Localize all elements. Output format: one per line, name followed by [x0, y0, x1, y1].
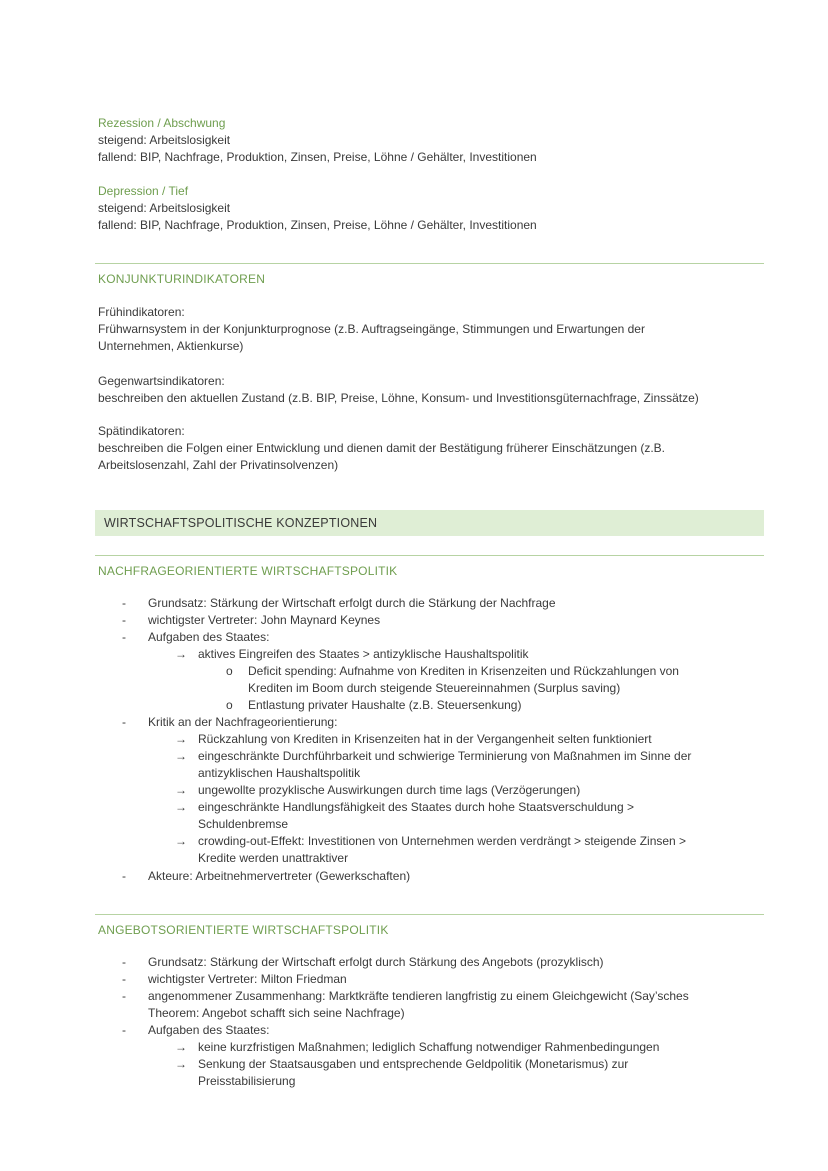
list-item: Entlastung privater Haushalte (z.B. Steuersenkung) [248, 698, 522, 712]
list-item: Kritik an der Nachfrageorientierung: [148, 715, 338, 729]
list-item: keine kurzfristigen Maßnahmen; lediglich Schaffung notwendiger Rahmenbedingungen [198, 1040, 660, 1054]
recession-rising: steigend: Arbeitslosigkeit [98, 133, 231, 147]
band-title: WIRTSCHAFTSPOLITISCHE KONZEPTIONEN [104, 516, 378, 530]
list-item: eingeschränkte Durchführbarkeit und schwierige Terminierung von Maßnahmen im Sinne der [198, 749, 692, 763]
list-item: Schuldenbremse [198, 817, 289, 831]
list-item: Grundsatz: Stärkung der Wirtschaft erfolgt durch Stärkung des Angebots (prozyklisch) [148, 955, 604, 969]
bullet-dash: - [122, 613, 126, 627]
indicators-heading: KONJUNKTURINDIKATOREN [98, 272, 266, 286]
arrow-icon: → [175, 800, 187, 814]
list-item: Deficit spending: Aufnahme von Krediten in Krisenzeiten und Rückzahlungen von [248, 664, 679, 678]
recession-falling: fallend: BIP, Nachfrage, Produktion, Zinsen, Preise, Löhne / Gehälter, Investitionen [98, 150, 537, 164]
arrow-icon: → [175, 783, 187, 797]
section-divider [95, 555, 764, 556]
section-divider [95, 914, 764, 915]
list-item: aktives Eingreifen des Staates > antizyklische Haushaltspolitik [198, 647, 529, 661]
present-indicators-title: Gegenwartsindikatoren: [98, 374, 225, 388]
list-item: Senkung der Staatsausgaben und entsprechende Geldpolitik (Monetarismus) zur [198, 1057, 629, 1071]
arrow-icon: → [175, 749, 187, 763]
list-item: Theorem: Angebot schafft sich seine Nachfrage) [148, 1006, 405, 1020]
list-item: Preisstabilisierung [198, 1074, 296, 1088]
bullet-circle: o [226, 698, 233, 712]
demand-heading: NACHFRAGEORIENTIERTE WIRTSCHAFTSPOLITIK [98, 564, 398, 578]
early-indicators-text: Frühwarnsystem in der Konjunkturprognose (z.B. Auftragseingänge, Stimmungen und Erwartungen der [98, 322, 645, 336]
arrow-icon: → [175, 647, 187, 661]
list-item: Aufgaben des Staates: [148, 1023, 270, 1037]
arrow-icon: → [175, 1040, 187, 1054]
section-divider [95, 263, 764, 264]
bullet-dash: - [122, 955, 126, 969]
early-indicators-text: Unternehmen, Aktienkurse) [98, 339, 244, 353]
arrow-icon: → [175, 732, 187, 746]
list-item: antizyklischen Haushaltspolitik [198, 766, 361, 780]
bullet-dash: - [122, 596, 126, 610]
list-item: angenommener Zusammenhang: Marktkräfte tendieren langfristig zu einem Gleichgewicht (Say’sches [148, 989, 689, 1003]
bullet-dash: - [122, 972, 126, 986]
list-item: Kredite werden unattraktiver [198, 851, 349, 865]
list-item: wichtigster Vertreter: John Maynard Keynes [148, 613, 381, 627]
late-indicators-title: Spätindikatoren: [98, 424, 185, 438]
list-item: wichtigster Vertreter: Milton Friedman [148, 972, 347, 986]
depression-falling: fallend: BIP, Nachfrage, Produktion, Zinsen, Preise, Löhne / Gehälter, Investitionen [98, 218, 537, 232]
arrow-icon: → [175, 834, 187, 848]
bullet-dash: - [122, 630, 126, 644]
late-indicators-text: Arbeitslosenzahl, Zahl der Privatinsolvenzen) [98, 458, 339, 472]
list-item: Krediten im Boom durch steigende Steuereinnahmen (Surplus saving) [248, 681, 621, 695]
recession-title: Rezession / Abschwung [98, 116, 226, 130]
bullet-dash: - [122, 869, 126, 883]
depression-title: Depression / Tief [98, 184, 189, 198]
early-indicators-title: Frühindikatoren: [98, 305, 185, 319]
list-item: Rückzahlung von Krediten in Krisenzeiten hat in der Vergangenheit selten funktioniert [198, 732, 652, 746]
list-item: ungewollte prozyklische Auswirkungen durch time lags (Verzögerungen) [198, 783, 581, 797]
list-item: crowding-out-Effekt: Investitionen von Unternehmen werden verdrängt > steigende Zinsen > [198, 834, 687, 848]
present-indicators-text: beschreiben den aktuellen Zustand (z.B. BIP, Preise, Löhne, Konsum- und Investitionsgüternachfrage, Zinssätze) [98, 391, 699, 405]
list-item: Grundsatz: Stärkung der Wirtschaft erfolgt durch die Stärkung der Nachfrage [148, 596, 556, 610]
list-item: eingeschränkte Handlungsfähigkeit des Staates durch hohe Staatsverschuldung > [198, 800, 634, 814]
arrow-icon: → [175, 1057, 187, 1071]
list-item: Akteure: Arbeitnehmervertreter (Gewerkschaften) [148, 869, 411, 883]
late-indicators-text: beschreiben die Folgen einer Entwicklung und dienen damit der Bestätigung früherer Einschätzungen (z.B. [98, 441, 666, 455]
bullet-dash: - [122, 989, 126, 1003]
bullet-dash: - [122, 715, 126, 729]
supply-heading: ANGEBOTSORIENTIERTE WIRTSCHAFTSPOLITIK [98, 923, 389, 937]
bullet-circle: o [226, 664, 233, 678]
depression-rising: steigend: Arbeitslosigkeit [98, 201, 231, 215]
bullet-dash: - [122, 1023, 126, 1037]
list-item: Aufgaben des Staates: [148, 630, 270, 644]
